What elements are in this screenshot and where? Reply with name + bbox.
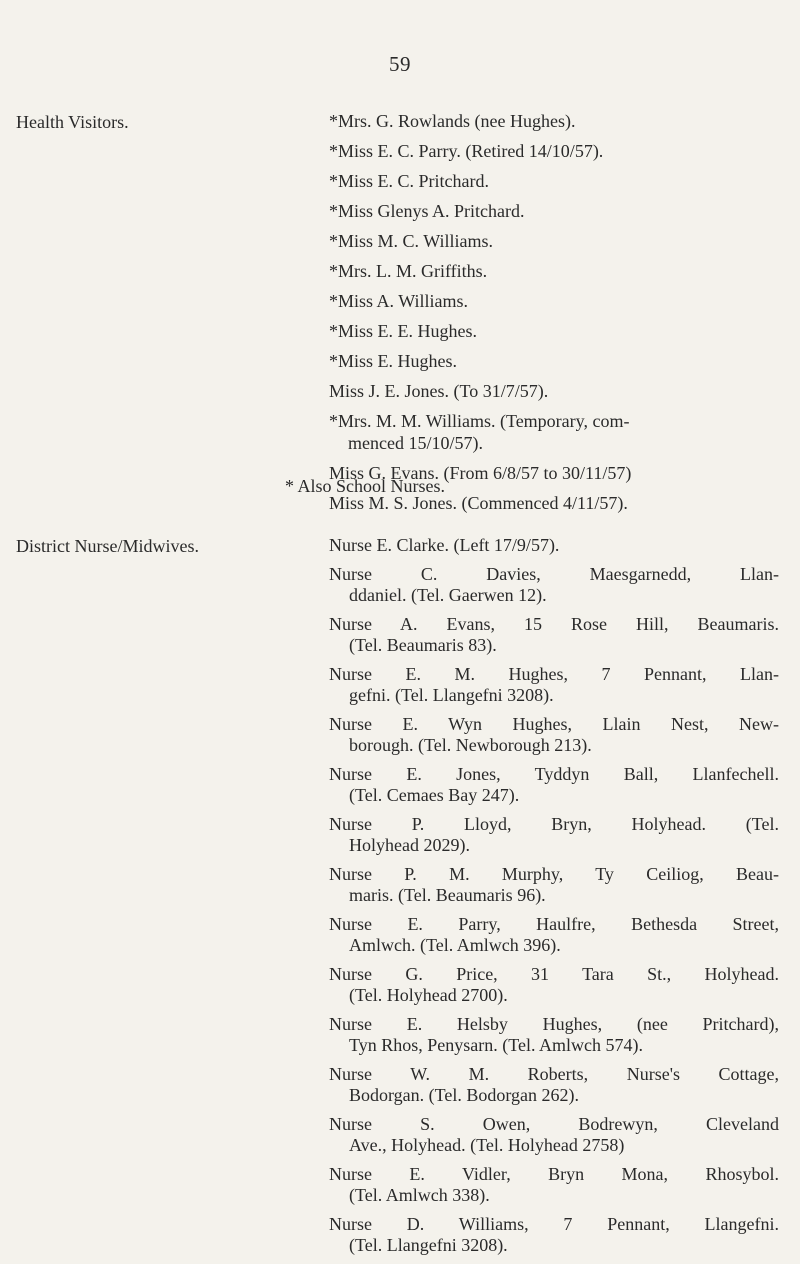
school-nurses-note: * Also School Nurses.: [285, 476, 446, 496]
list-item: [329, 814, 779, 856]
list-item-line: Nurse E. Wyn Hughes, Llain Nest, New-: [329, 714, 779, 734]
list-item: [329, 714, 779, 756]
list-item: [329, 535, 779, 556]
list-item-continuation: (Tel. Amlwch 338).: [349, 1185, 490, 1205]
list-item-continuation: Holyhead 2029).: [349, 835, 470, 855]
list-item-line: Nurse E. Helsby Hughes, (nee Pritchard),: [329, 1014, 779, 1034]
list-item-line: Nurse S. Owen, Bodrewyn, Cleveland: [329, 1114, 779, 1134]
list-item: *Mrs. G. Rowlands (nee Hughes).: [329, 111, 576, 131]
list-item: [329, 406, 779, 458]
list-item-continuation: ddaniel. (Tel. Gaerwen 12).: [349, 585, 547, 605]
district-nurses-heading: District Nurse/Midwives.: [16, 536, 199, 556]
list-item-continuation: Bodorgan. (Tel. Bodorgan 262).: [349, 1085, 580, 1105]
list-item-line: Nurse E. Parry, Haulfre, Bethesda Street,: [329, 914, 779, 934]
list-item: Miss J. E. Jones. (To 31/7/57).: [329, 381, 549, 401]
list-item-continuation: Amlwch. (Tel. Amlwch 396).: [349, 935, 561, 955]
list-item: [329, 1014, 779, 1056]
list-item-line: Nurse P. Lloyd, Bryn, Holyhead. (Tel.: [329, 814, 779, 834]
list-item-continuation: gefni. (Tel. Llangefni 3208).: [349, 685, 554, 705]
list-item-continuation: menced 15/10/57).: [348, 433, 483, 453]
list-item-line: Nurse P. M. Murphy, Ty Ceiliog, Beau-: [329, 864, 779, 884]
list-item-continuation: Tyn Rhos, Penysarn. (Tel. Amlwch 574).: [349, 1035, 643, 1055]
list-item: [329, 914, 779, 956]
list-item: *Miss E. Hughes.: [329, 351, 458, 371]
list-item: [329, 964, 779, 1006]
list-item: *Mrs. L. M. Griffiths.: [329, 261, 488, 281]
district-nurses-list: [329, 535, 779, 1264]
list-item: Miss M. S. Jones. (Commenced 4/11/57).: [329, 493, 628, 513]
list-item-line: Nurse E. Clarke. (Left 17/9/57).: [329, 535, 560, 555]
list-item-line: Nurse C. Davies, Maesgarnedd, Llan-: [329, 564, 779, 584]
page-number: 59: [389, 52, 411, 76]
list-item-continuation: maris. (Tel. Beaumaris 96).: [349, 885, 546, 905]
list-item: [329, 764, 779, 806]
list-item-line: Nurse E. Jones, Tyddyn Ball, Llanfechell.: [329, 764, 779, 784]
list-item-continuation: (Tel. Llangefni 3208).: [349, 1235, 508, 1255]
list-item-line: Nurse A. Evans, 15 Rose Hill, Beaumaris.: [329, 614, 779, 634]
list-item-line: Nurse E. M. Hughes, 7 Pennant, Llan-: [329, 664, 779, 684]
health-visitors-heading: Health Visitors.: [16, 112, 129, 132]
list-item-continuation: borough. (Tel. Newborough 213).: [349, 735, 592, 755]
list-item: [329, 564, 779, 606]
list-item-continuation: Ave., Holyhead. (Tel. Holyhead 2758): [349, 1135, 625, 1155]
list-item: [329, 864, 779, 906]
list-item: *Miss E. C. Pritchard.: [329, 171, 489, 191]
list-item: *Miss A. Williams.: [329, 291, 468, 311]
list-item: [329, 1114, 779, 1156]
list-item-line: Nurse E. Vidler, Bryn Mona, Rhosybol.: [329, 1164, 779, 1184]
list-item-continuation: (Tel. Beaumaris 83).: [349, 635, 497, 655]
list-item: [329, 1214, 779, 1256]
list-item: *Miss E. C. Parry. (Retired 14/10/57).: [329, 141, 604, 161]
list-item-line: Nurse G. Price, 31 Tara St., Holyhead.: [329, 964, 779, 984]
list-item: [329, 664, 779, 706]
list-item-line: Nurse D. Williams, 7 Pennant, Llangefni.: [329, 1214, 779, 1234]
list-item-continuation: (Tel. Cemaes Bay 247).: [349, 785, 520, 805]
list-item: *Miss M. C. Williams.: [329, 231, 493, 251]
list-item: [329, 1164, 779, 1206]
list-item-continuation: (Tel. Holyhead 2700).: [349, 985, 508, 1005]
list-item-line: *Mrs. M. M. Williams. (Temporary, com-: [329, 411, 630, 431]
health-visitors-list: [329, 106, 779, 518]
list-item: Miss G. Evans. (From 6/8/57 to 30/11/57): [329, 463, 632, 483]
list-item: *Miss E. E. Hughes.: [329, 321, 477, 341]
list-item: *Miss Glenys A. Pritchard.: [329, 201, 525, 221]
list-item-line: Nurse W. M. Roberts, Nurse's Cottage,: [329, 1064, 779, 1084]
list-item: [329, 614, 779, 656]
list-item: [329, 1064, 779, 1106]
